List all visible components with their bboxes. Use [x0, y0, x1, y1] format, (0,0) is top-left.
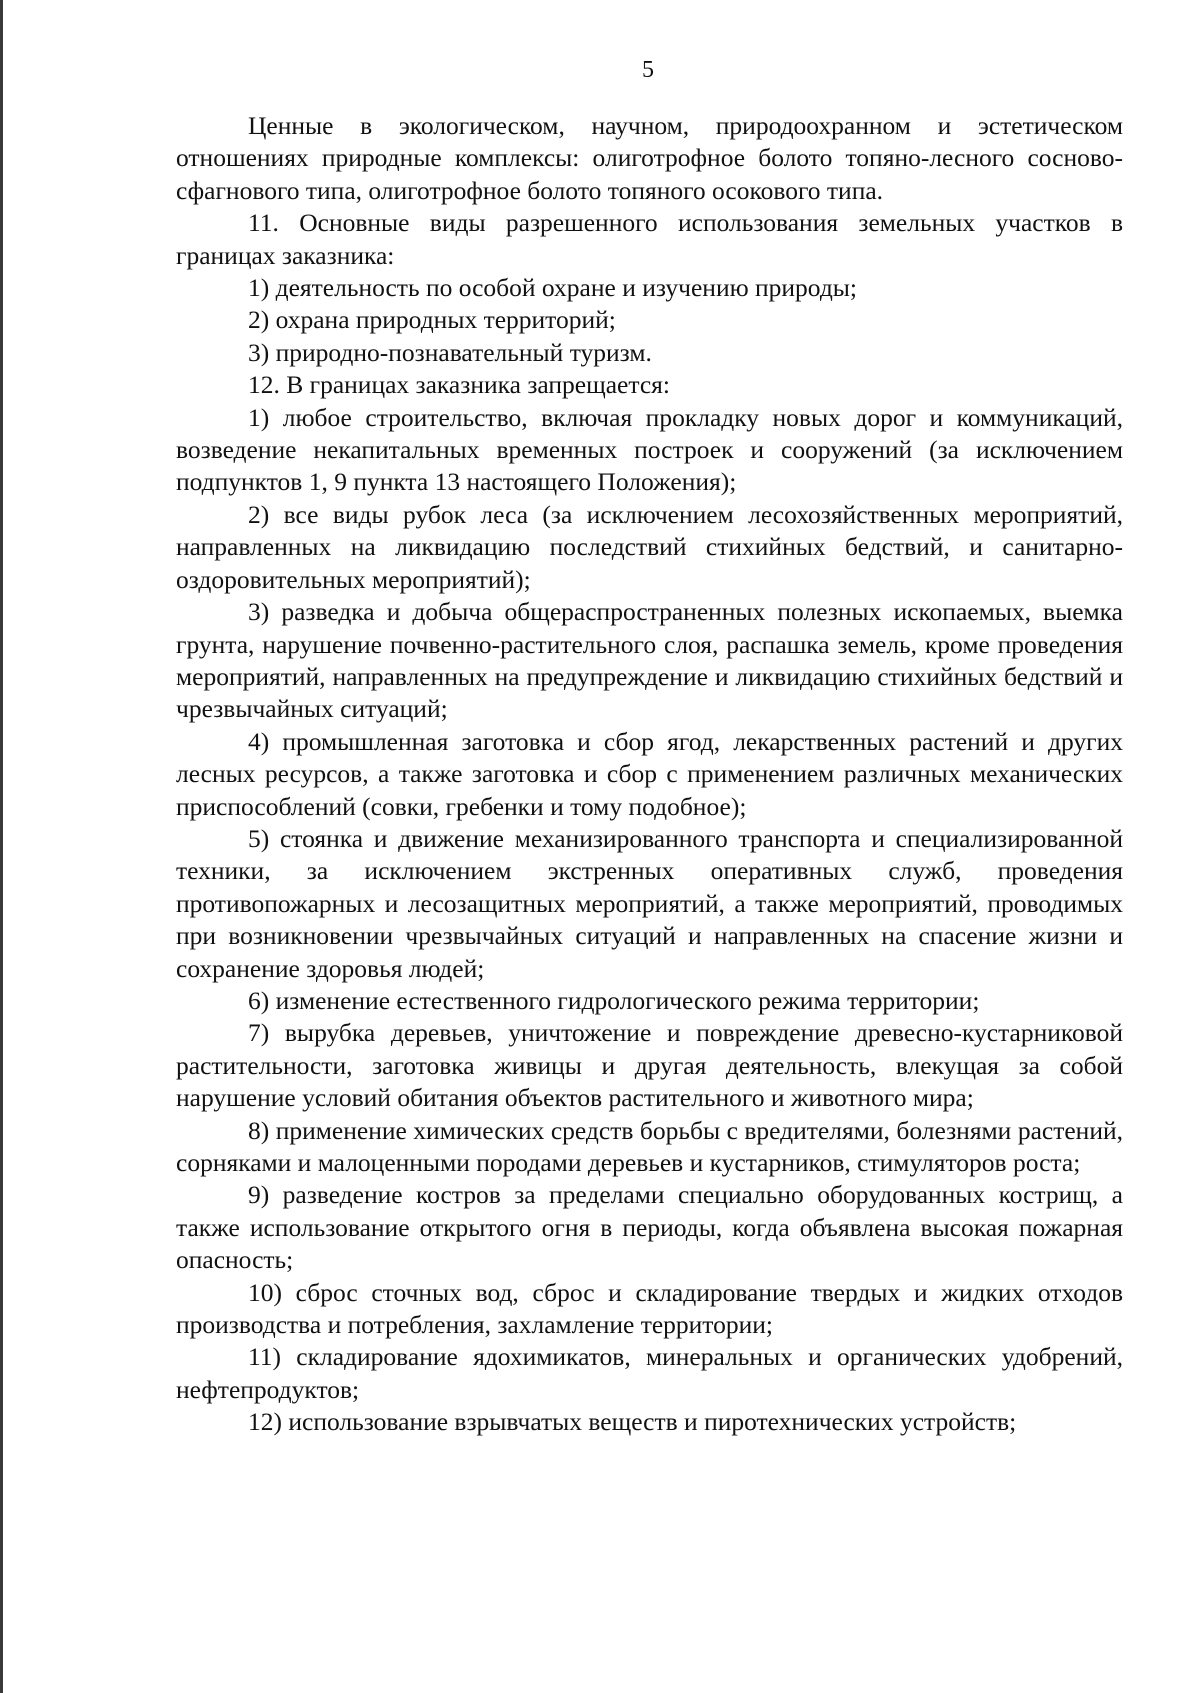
- list-item-12-12: 12) использование взрывчатых веществ и пиротехнических устройств;: [248, 1407, 1017, 1437]
- list-item-12-8: 8) применение химических средств борьбы с вредителями, болезнями растений, сорняками и малоценными породами деревьев и кустарников, стимуляторов роста;: [176, 1115, 1123, 1177]
- list-item-12-2: 2) все виды рубок леса (за исключением лесохозяйственных мероприятий, направленных на ликвидацию последствий стихийных бедствий, и санитарно-оздоровительных мероприятий);: [176, 499, 1123, 594]
- list-item-12-10: 10) сброс сточных вод, сброс и складирование твердых и жидких отходов производства и потребления, захламление территории;: [176, 1277, 1123, 1340]
- list-item-11-2: 2) охрана природных территорий;: [248, 305, 616, 335]
- list-item-11-1: 1) деятельность по особой охране и изучению природы;: [248, 273, 858, 303]
- document-body: [176, 110, 1123, 1439]
- list-item-12-6: 6) изменение естественного гидрологического режима территории;: [248, 985, 980, 1015]
- list-item-12-3: 3) разведка и добыча общераспространенных полезных ископаемых, выемка грунта, нарушение почвенно-растительного слоя, распашка земель, кроме проведения мероприятий, направленных на предупреждение и ликвидацию стихийных бедствий и чрезвычайных ситуаций;: [176, 597, 1123, 724]
- list-item-12-11: 11) складирование ядохимикатов, минеральных и органических удобрений, нефтепродуктов;: [176, 1342, 1123, 1404]
- list-item-12-9: 9) разведение костров за пределами специально оборудованных кострищ, а также использование открытого огня в периоды, когда объявлена высокая пожарная опасность;: [176, 1180, 1123, 1275]
- list-item-12-5: 5) стоянка и движение механизированного транспорта и специализированной техники, за исключением экстренных оперативных служб, проведения противопожарных и лесозащитных мероприятий, а также мероприятий, проводимых при возникновении чрезвычайных ситуаций и направленных на спасение жизни и сохранение здоровья людей;: [176, 823, 1123, 983]
- paragraph-item-12: 12. В границах заказника запрещается:: [248, 370, 670, 400]
- page-number: 5: [642, 57, 654, 83]
- paragraph-valuable-complexes: Ценные в экологическом, научном, природоохранном и эстетическом отношениях природные комплексы: олиготрофное болото топяно-лесного сосново-сфагнового типа, олиготрофное болото топяного осокового типа.: [176, 111, 1123, 205]
- paragraph-item-11: 11. Основные виды разрешенного использования земельных участков в границах заказника:: [176, 208, 1123, 270]
- list-item-12-7: 7) вырубка деревьев, уничтожение и повреждение древесно-кустарниковой растительности, заготовка живицы и другая деятельность, влекущая за собой нарушение условий обитания объектов растительного и животного мира;: [176, 1018, 1123, 1113]
- list-item-12-1: 1) любое строительство, включая прокладку новых дорог и коммуникаций, возведение некапитальных временных построек и сооружений (за исключением подпунктов 1, 9 пункта 13 настоящего Положения);: [176, 402, 1123, 497]
- list-item-11-3: 3) природно-познавательный туризм.: [248, 337, 652, 367]
- scan-edge: [0, 0, 3, 1693]
- list-item-12-4: 4) промышленная заготовка и сбор ягод, лекарственных растений и других лесных ресурсов, а также заготовка и сбор с применением различных механических приспособлений (совки, гребенки и тому подобное);: [176, 726, 1123, 821]
